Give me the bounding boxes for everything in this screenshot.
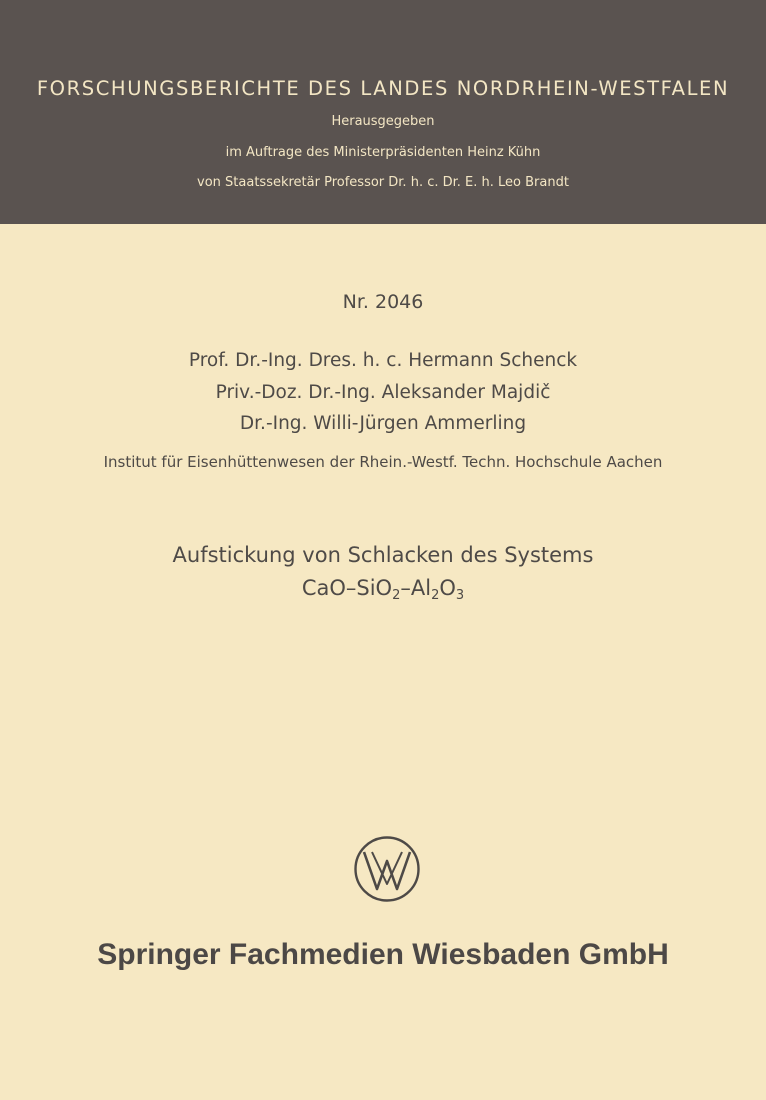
title-formula	[0, 574, 766, 602]
institute: Institut für Eisenhüttenwesen der Rhein.-Westf. Techn. Hochschule Aachen	[103, 453, 663, 471]
wv-monogram-icon	[352, 834, 422, 904]
report-number: Nr. 2046	[342, 291, 424, 313]
author-2: Priv.-Doz. Dr.-Ing. Aleksander Majdič	[215, 382, 551, 403]
title-line-1: Aufstickung von Schlacken des Systems	[172, 543, 594, 567]
formula-subscript-1: 2	[392, 588, 401, 603]
author-1: Prof. Dr.-Ing. Dres. h. c. Hermann Schenck	[188, 350, 578, 371]
formula-part-3: O	[439, 576, 456, 600]
formula-part-1: CaO–SiO	[301, 576, 393, 600]
header-band	[0, 0, 766, 224]
editor-line: von Staatssekretär Professor Dr. h. c. Dr. E. h. Leo Brandt	[197, 175, 569, 190]
author-3: Dr.-Ing. Willi-Jürgen Ammerling	[239, 413, 527, 434]
on-behalf-of-line: im Auftrage des Ministerpräsidenten Heinz Kühn	[225, 145, 541, 160]
formula-subscript-2: 2	[431, 588, 440, 603]
formula-subscript-3: 3	[455, 588, 465, 603]
published-by-line: Herausgegeben	[331, 114, 435, 129]
series-title: FORSCHUNGSBERICHTE DES LANDES NORDRHEIN-WESTFALEN	[36, 77, 730, 100]
publisher-name: Springer Fachmedien Wiesbaden GmbH	[97, 938, 669, 971]
formula-part-2: –Al	[400, 576, 432, 600]
